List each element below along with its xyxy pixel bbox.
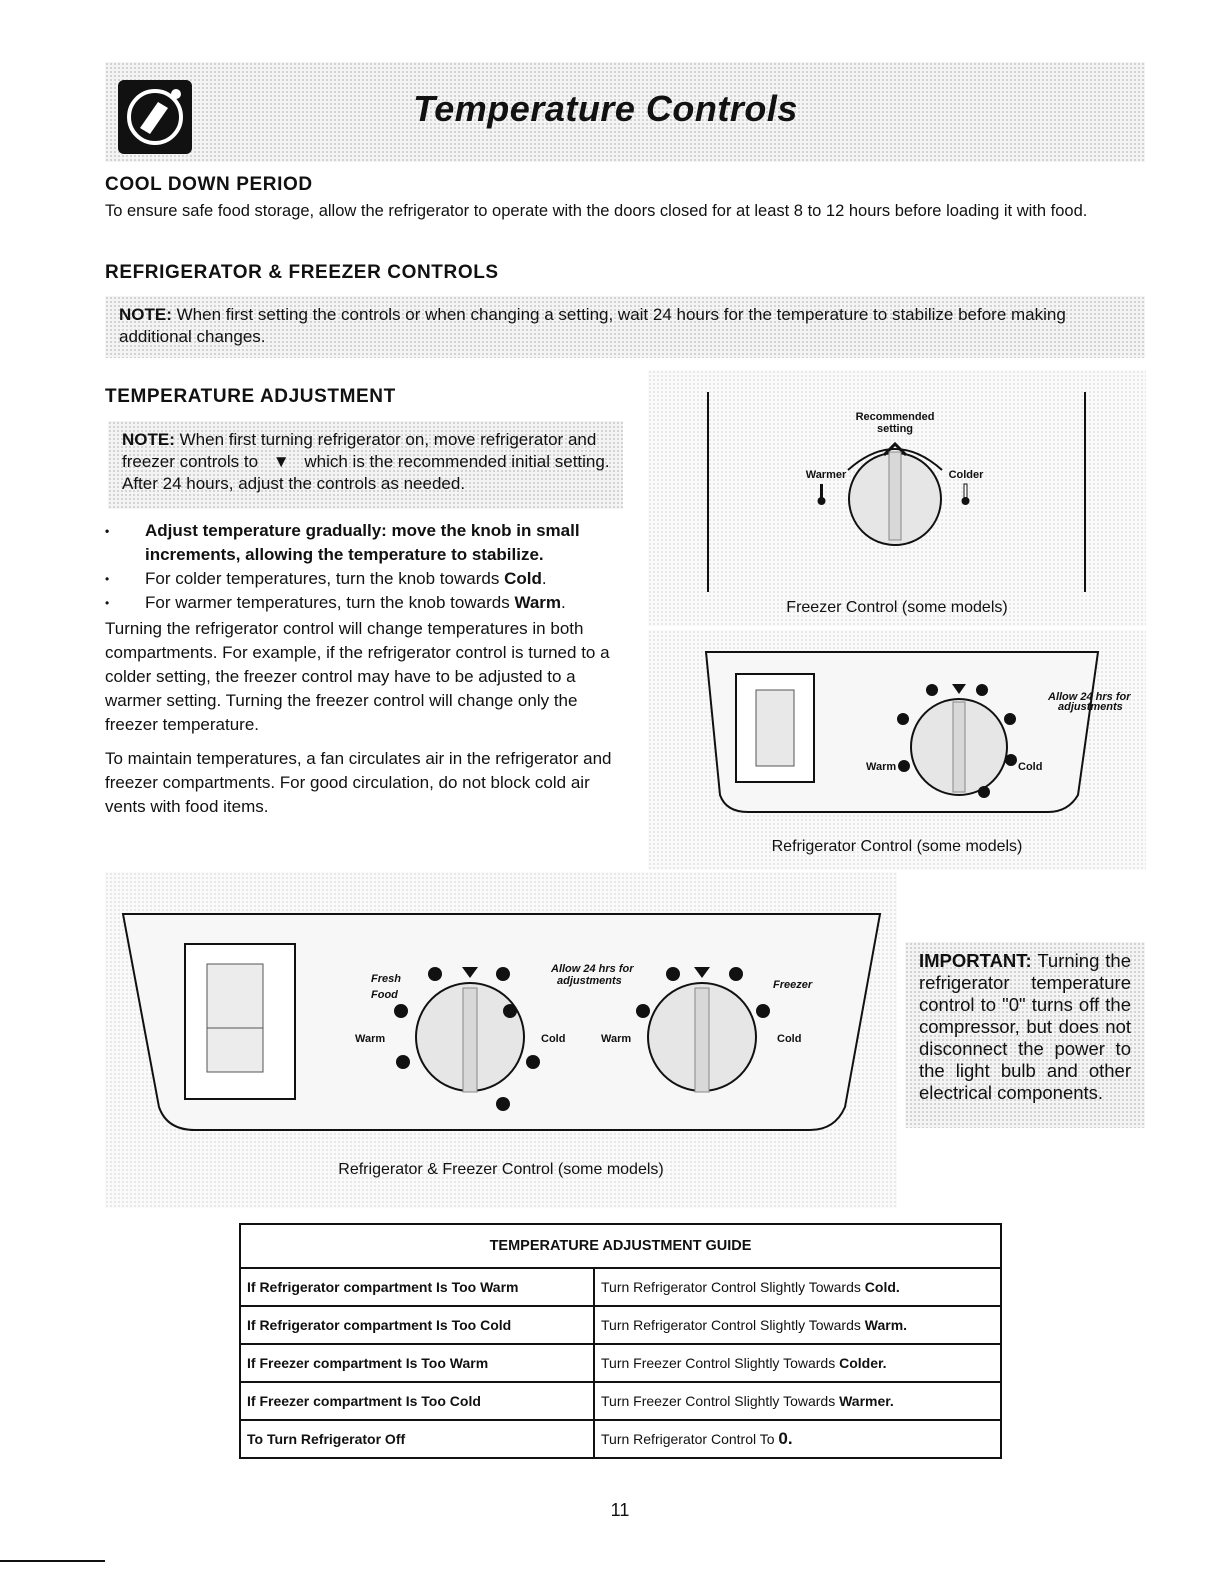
table-row [240, 1344, 1001, 1382]
note-text-a: When first turning refrigerator on, move refrigerator and freezer controls to [122, 430, 597, 471]
page-number: 11 [610, 1500, 630, 1520]
guide-action-text: Turn Refrigerator Control Slightly Towards [601, 1317, 861, 1333]
freezer-control-caption: Freezer Control (some models) [786, 599, 1008, 616]
controls-heading: REFRIGERATOR & FREEZER CONTROLS [105, 262, 499, 283]
note-label: NOTE: [119, 305, 172, 324]
allow-label: Allow 24 hrs for [551, 963, 634, 975]
recommended-label: Recommended [855, 411, 935, 423]
guide-action-target: Colder. [839, 1355, 887, 1371]
setting-label: setting [876, 423, 914, 435]
note-text: When first setting the controls or when changing a setting, wait 24 hours for the temperature to stabilize before making additional changes. [119, 305, 1066, 346]
adjustment-para-1: Turning the refrigerator control will change temperatures in both compartments. For example, if the refrigerator control is turned to a colder setting, the freezer control may have to be adjusted to a warmer setting. Turning the freezer control will change only the freezer temperature. [105, 619, 610, 734]
refrigerator-control-caption: Refrigerator Control (some models) [771, 838, 1023, 855]
important-text: Turning the refrigerator temperature control to "0" turns off the compressor, but does not disconnect the power to the light bulb and other electrical components. [919, 950, 1131, 1103]
combo-control-figure [105, 872, 897, 1208]
footer-rule [0, 1560, 105, 1562]
guide-table [239, 1223, 1002, 1459]
cold-thermometer-icon [962, 484, 970, 505]
guide-action-text: Turn Refrigerator Control Slightly Towards [601, 1279, 861, 1295]
adjustment-para-2: To maintain temperatures, a fan circulates air in the refrigerator and freezer compartments. For good circulation, do not block cold air vents with food items. [105, 749, 612, 816]
guide-condition: If Refrigerator compartment Is Too Cold [240, 1306, 594, 1344]
guide-action [594, 1344, 1001, 1382]
adjustments-label: adjustments [557, 975, 622, 987]
guide-action-text: Turn Freezer Control Slightly Towards [601, 1393, 836, 1409]
adjustments-label: adjustments [1058, 701, 1123, 713]
controls-note [105, 296, 1145, 358]
guide-action-text: Turn Freezer Control Slightly Towards [601, 1355, 836, 1371]
warm-label: Warm [866, 761, 897, 773]
page-title: Temperature Controls [413, 88, 798, 129]
bullet-3: • For warmer temperatures, turn the knob towards Warm. [105, 591, 630, 615]
cold2-label: Cold [777, 1033, 802, 1045]
allow-label: Allow 24 hrs for [1048, 691, 1131, 703]
guide-condition: If Freezer compartment Is Too Cold [240, 1382, 594, 1420]
cool-down-heading: COOL DOWN PERIOD [105, 174, 313, 195]
guide-title: TEMPERATURE ADJUSTMENT GUIDE [240, 1224, 1001, 1268]
guide-condition: If Refrigerator compartment Is Too Warm [240, 1268, 594, 1306]
adjustment-guide [239, 1223, 1002, 1459]
guide-action [594, 1382, 1001, 1420]
refrigerator-control-figure [648, 630, 1146, 870]
adjustment-note [108, 421, 623, 509]
food-label: Food [371, 989, 398, 1001]
bullet-3-text: For warmer temperatures, turn the knob towards [145, 593, 510, 612]
bullet-2-emph: Cold [504, 569, 542, 588]
warm-thermometer-icon [818, 484, 826, 505]
cool-down-text: To ensure safe food storage, allow the refrigerator to operate with the doors closed for at least 8 to 12 hours before loading it with food. [105, 202, 1088, 220]
adjustment-bullets [105, 519, 630, 819]
note-text-b: which is the recommended initial setting. After 24 hours, adjust the controls as needed. [122, 452, 610, 493]
guide-action [594, 1420, 1001, 1458]
adjustment-heading: TEMPERATURE ADJUSTMENT [105, 386, 396, 407]
warm2-label: Warm [601, 1033, 632, 1045]
table-row [240, 1306, 1001, 1344]
table-row [240, 1420, 1001, 1458]
recommended-symbol-icon: ▼ [272, 452, 290, 471]
freezer-control-figure [648, 370, 1146, 626]
note-label: NOTE: [122, 430, 175, 449]
bullet-2: • For colder temperatures, turn the knob towards Cold. [105, 567, 630, 591]
combo-control-caption: Refrigerator & Freezer Control (some models) [338, 1161, 664, 1178]
bullet-3-emph: Warm [514, 593, 562, 612]
guide-action-target: Cold. [864, 1279, 900, 1295]
important-label: IMPORTANT: [919, 950, 1032, 971]
guide-action [594, 1306, 1001, 1344]
table-row [240, 1268, 1001, 1306]
guide-action-target: 0. [778, 1429, 793, 1448]
important-box [905, 942, 1145, 1128]
bullet-1: • Adjust temperature gradually: move the knob in small increments, allowing the temperature to stabilize. [105, 519, 630, 567]
guide-action [594, 1268, 1001, 1306]
bullet-2-text: For colder temperatures, turn the knob towards [145, 569, 500, 588]
cold-label: Cold [1018, 761, 1043, 773]
cold-label: Cold [541, 1033, 566, 1045]
guide-action-target: Warm. [864, 1317, 908, 1333]
warm-label: Warm [355, 1033, 386, 1045]
freezer-label: Freezer [773, 979, 813, 991]
fresh-label: Fresh [371, 973, 401, 985]
guide-action-text: Turn Refrigerator Control To [601, 1431, 775, 1447]
guide-action-target: Warmer. [839, 1393, 894, 1409]
guide-condition: To Turn Refrigerator Off [240, 1420, 594, 1458]
table-row [240, 1382, 1001, 1420]
colder-label: Colder [948, 469, 984, 481]
guide-condition: If Freezer compartment Is Too Warm [240, 1344, 594, 1382]
warmer-label: Warmer [805, 469, 847, 481]
